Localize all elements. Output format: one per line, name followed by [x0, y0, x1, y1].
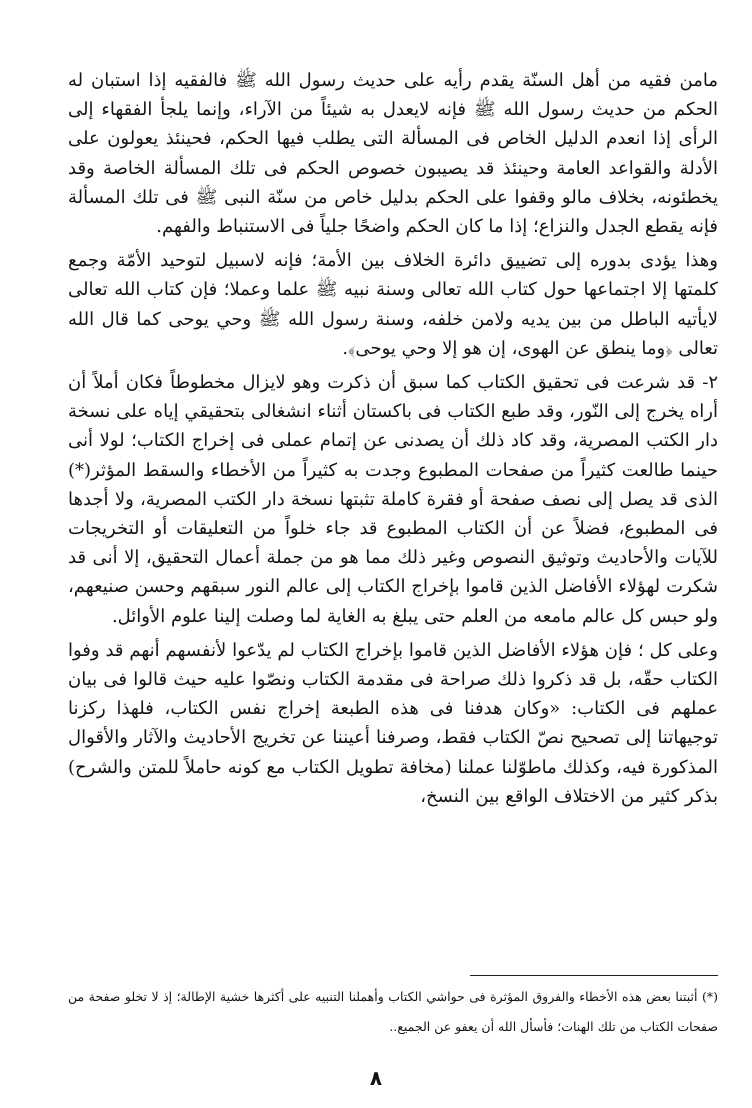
footnote-divider — [470, 975, 718, 976]
paragraph-1: مامن فقيه من أهل السنّة يقدم رأيه على حديث رسول الله ﷺ فالفقيه إذا استبان له الحكم من حديث رسول الله ﷺ فإنه لايعدل به شيئاً من الآراء، وإنما يلجأ الفقهاء إلى الرأى إذا انعدم الدليل الخاص فى المسألة التى يطلب فيها الحكم، فحينئذ يعولون على الأدلة والقواعد العامة وحينئذ قد يصيبون خصوص الحكم فى تلك المسألة الخاصة وقد يخطئونه، بخلاف مالو وقفوا على الحكم بدليل خاص من سنّة النبى ﷺ فى تلك المسألة فإنه يقطع الجدل والنزاع؛ إذا ما كان الحكم واضحًا جلياً فى الاستنباط والفهم. — [68, 70, 718, 238]
page-number: ٨ — [369, 1066, 383, 1090]
paragraph-4: وعلى كل ؛ فإن هؤلاء الأفاضل الذين قاموا بإخراج الكتاب لم يدّعوا لأنفسهم أنهم قد وفوا الكتاب حقّه، بل قد ذكروا ذلك صراحة فى مقدمة الكتاب ونصّوا عليه حيث قالوا فى بيان عملهم فى الكتاب: «وكان هدفنا فى هذه الطبعة إخراج نفس الكتاب، فلهذا ركزنا توجيهاتنا إلى تصحيح نصّ الكتاب فقط، وصرفنا أعيننا عن تخريج الأحاديث والآثار والأقوال المذكورة فيه، وكذلك ماطوّلنا عملنا (مخافة تطويل الكتاب مع كونه حاملاً للمتن والشرح) بذكر كثير من الاختلاف الواقع بين النسخ، — [68, 639, 718, 807]
paragraph-3: ٢- قد شرعت فى تحقيق الكتاب كما سبق أن ذكرت وهو لايزال مخطوطاً فكان أملاً أن أراه يخرج إلى النّور، وقد طبع الكتاب فى باكستان أثناء انشغالى بتحقيقي إياه على نسخة دار الكتب المصرية، وقد كاد ذلك أن يصدنى عن إتمام عملى فى إخراج الكتاب؛ لولا أنى حينما طالعت كثيراً من صفحات المطبوع وجدت به كثيراً من الأخطاء والسقط المؤثر(*) الذى قد يصل إلى نصف صفحة أو فقرة كاملة تثبتها نسخة دار الكتب المصرية، ولا أجدها فى المطبوع، فضلاً عن أن الكتاب المطبوع قد جاء خلواً من التعليقات أو التخريجات للآيات والأحاديث وتوثيق النصوص وغير ذلك مما هو من جملة أعمال التحقيق، إلا أنى قد شكرت لهؤلاء الأفاضل الذين قاموا بإخراج الكتاب إلى عالم النور سبقهم وحسن صنيعهم، ولو حبس كل عالم مامعه من العلم حتى يبلغ به الغاية لما وصلت إلينا علوم الأوائل. — [68, 372, 718, 627]
main-text — [68, 66, 718, 811]
paragraph-2: وهذا يؤدى بدوره إلى تضييق دائرة الخلاف بين الأمة؛ فإنه لاسبيل لتوحيد الأمّة وجمع كلمتها إلا اجتماعها حول كتاب الله تعالى وسنة نبيه ﷺ علما وعملا؛ فإن كتاب الله تعالى لايأتيه الباطل من بين يديه ولامن خلفه، وسنة رسول الله ﷺ وحي يوحى كما قال الله تعالى ﴿وما ينطق عن الهوى، إن هو إلا وحي يوحى﴾. — [68, 250, 718, 359]
footnote: (*) أثبتنا بعض هذه الأخطاء والفروق المؤثرة فى حواشي الكتاب وأهملنا التنبيه على أكثرها خشية الإطالة؛ إذ لا تخلو صفحة من صفحات الكتاب من تلك الهنات؛ فأسأل الله أن يعفو عن الجميع.. — [68, 989, 718, 1034]
